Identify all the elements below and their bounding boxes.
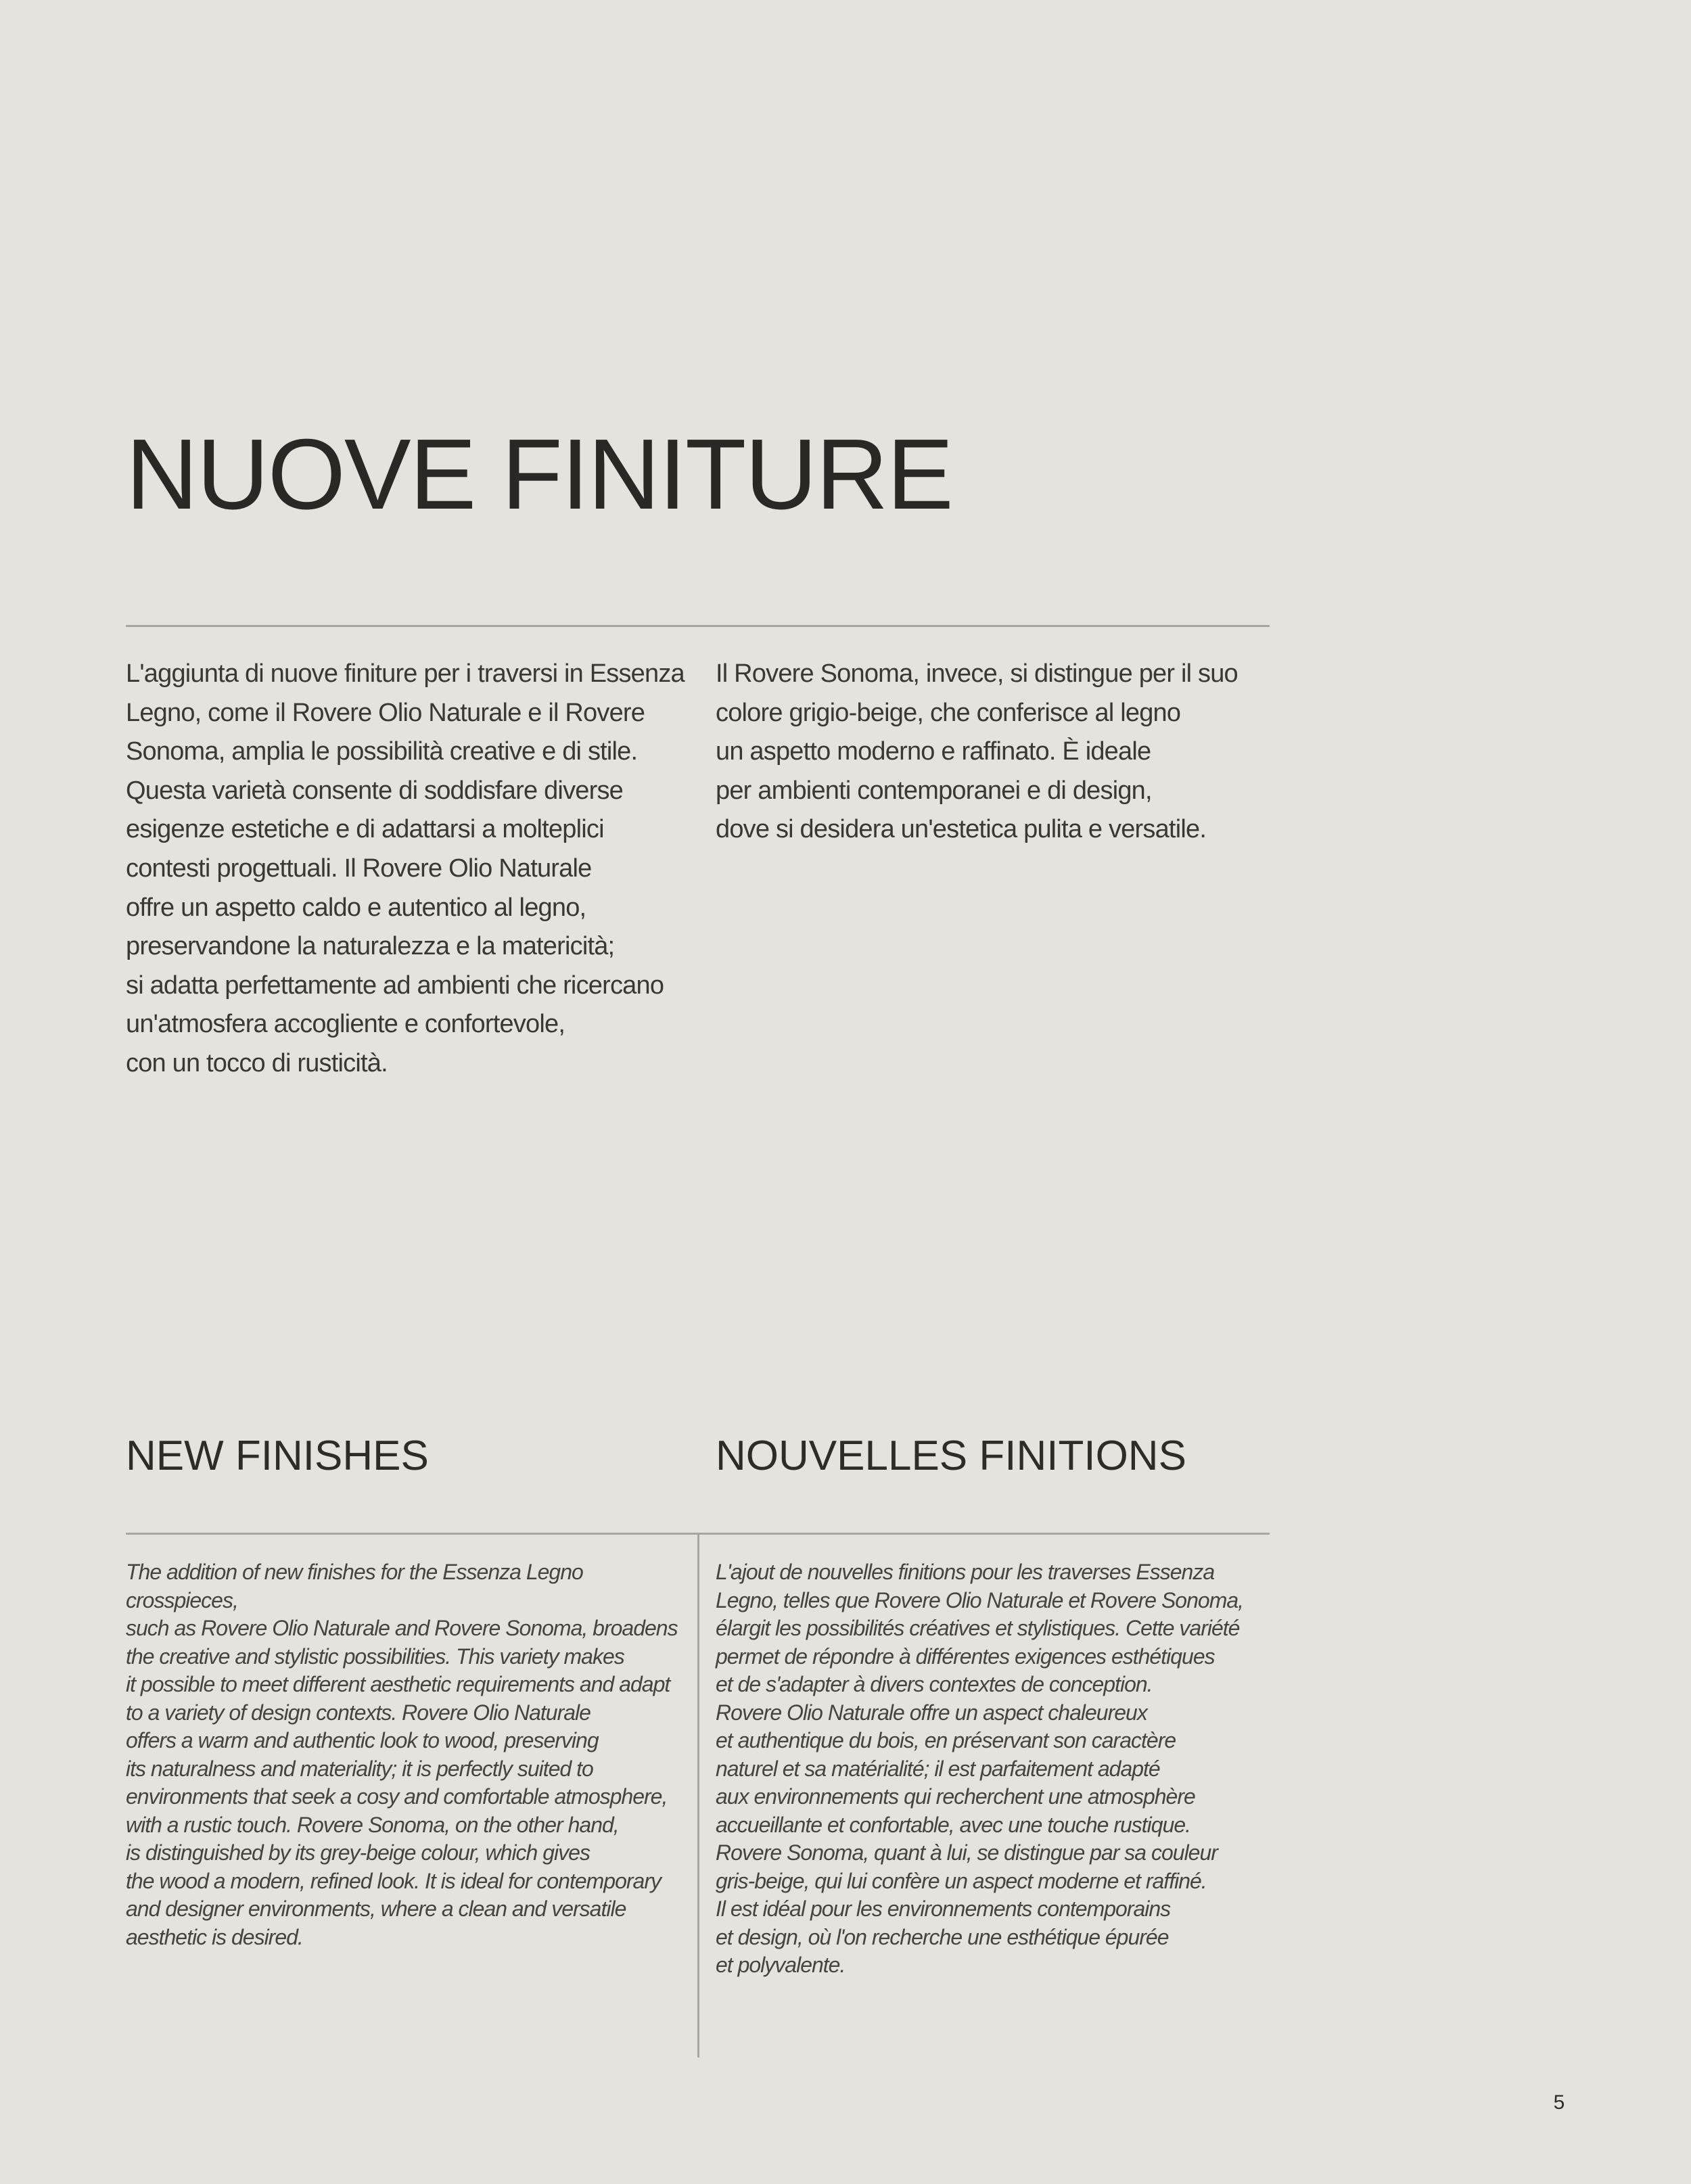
page-title: NUOVE FINITURE (126, 419, 952, 530)
english-section-title: NEW FINISHES (126, 1433, 429, 1479)
french-text: L'ajout de nouvelles finitions pour les traverses Essenza Legno, telles que Rovere Olio Naturale et Rovere Sonoma, élargit les possibilités créatives et stylistiques. Cette variété permet de répondre à différentes exigences esthétiques et de s'adapter à divers contextes de conception. Rovere Olio Naturale offre un aspect chaleureux et authentique du bois, en préservant son caractère naturel et sa matérialité; il est parfaitement adapté aux environnements qui recherchent une atmosphère accueillante et confortable, avec une touche rustique. Rovere Sonoma, quant à lui, se distingue par sa couleur gris-beige, qui lui confère un aspect moderne et raffiné. Il est idéal pour les environnements contemporains et design, où l'on recherche une esthétique épurée et polyvalente. (716, 1560, 1244, 1977)
english-text: The addition of new finishes for the Essenza Legno crosspieces, such as Rovere Olio Naturale and Rovere Sonoma, broadens the creative and stylistic possibilities. This variety makes it possible to meet different aesthetic requirements and adapt to a variety of design contexts. Rovere Olio Naturale offers a warm and authentic look to wood, preserving its naturalness and materiality; it is perfectly suited to environments that seek a cosy and comfortable atmosphere, with a rustic touch. Rovere Sonoma, on the other hand, is distinguished by its grey-beige colour, which gives the wood a modern, refined look. It is ideal for contemporary and designer environments, where a clean and versatile aesthetic is desired. (126, 1560, 678, 1949)
title-divider (126, 625, 1270, 627)
page-number: 5 (1553, 2091, 1565, 2114)
french-section-title: NOUVELLES FINITIONS (716, 1433, 1186, 1479)
column-divider (697, 1533, 699, 2058)
italian-text-column-2: Il Rovere Sonoma, invece, si distingue per il suo colore grigio-beige, che conferisce al legno un aspetto moderno e raffinato. È ideale per ambienti contemporanei e di design, dove si desidera un'estetica pulita e versatile. (716, 659, 1238, 844)
italian-text-column-1: L'aggiunta di nuove finiture per i traversi in Essenza Legno, come il Rovere Olio Naturale e il Rovere Sonoma, amplia le possibilità creative e di stile. Questa varietà consente di soddisfare diverse esigenze estetiche e di adattarsi a molteplici contesti progettuali. Il Rovere Olio Naturale offre un aspetto caldo e autentico al legno, preservandone la naturalezza e la matericità; si adatta perfettamente ad ambienti che ricercano un'atmosfera accogliente e confortevole, con un tocco di rusticità. (126, 659, 685, 1077)
